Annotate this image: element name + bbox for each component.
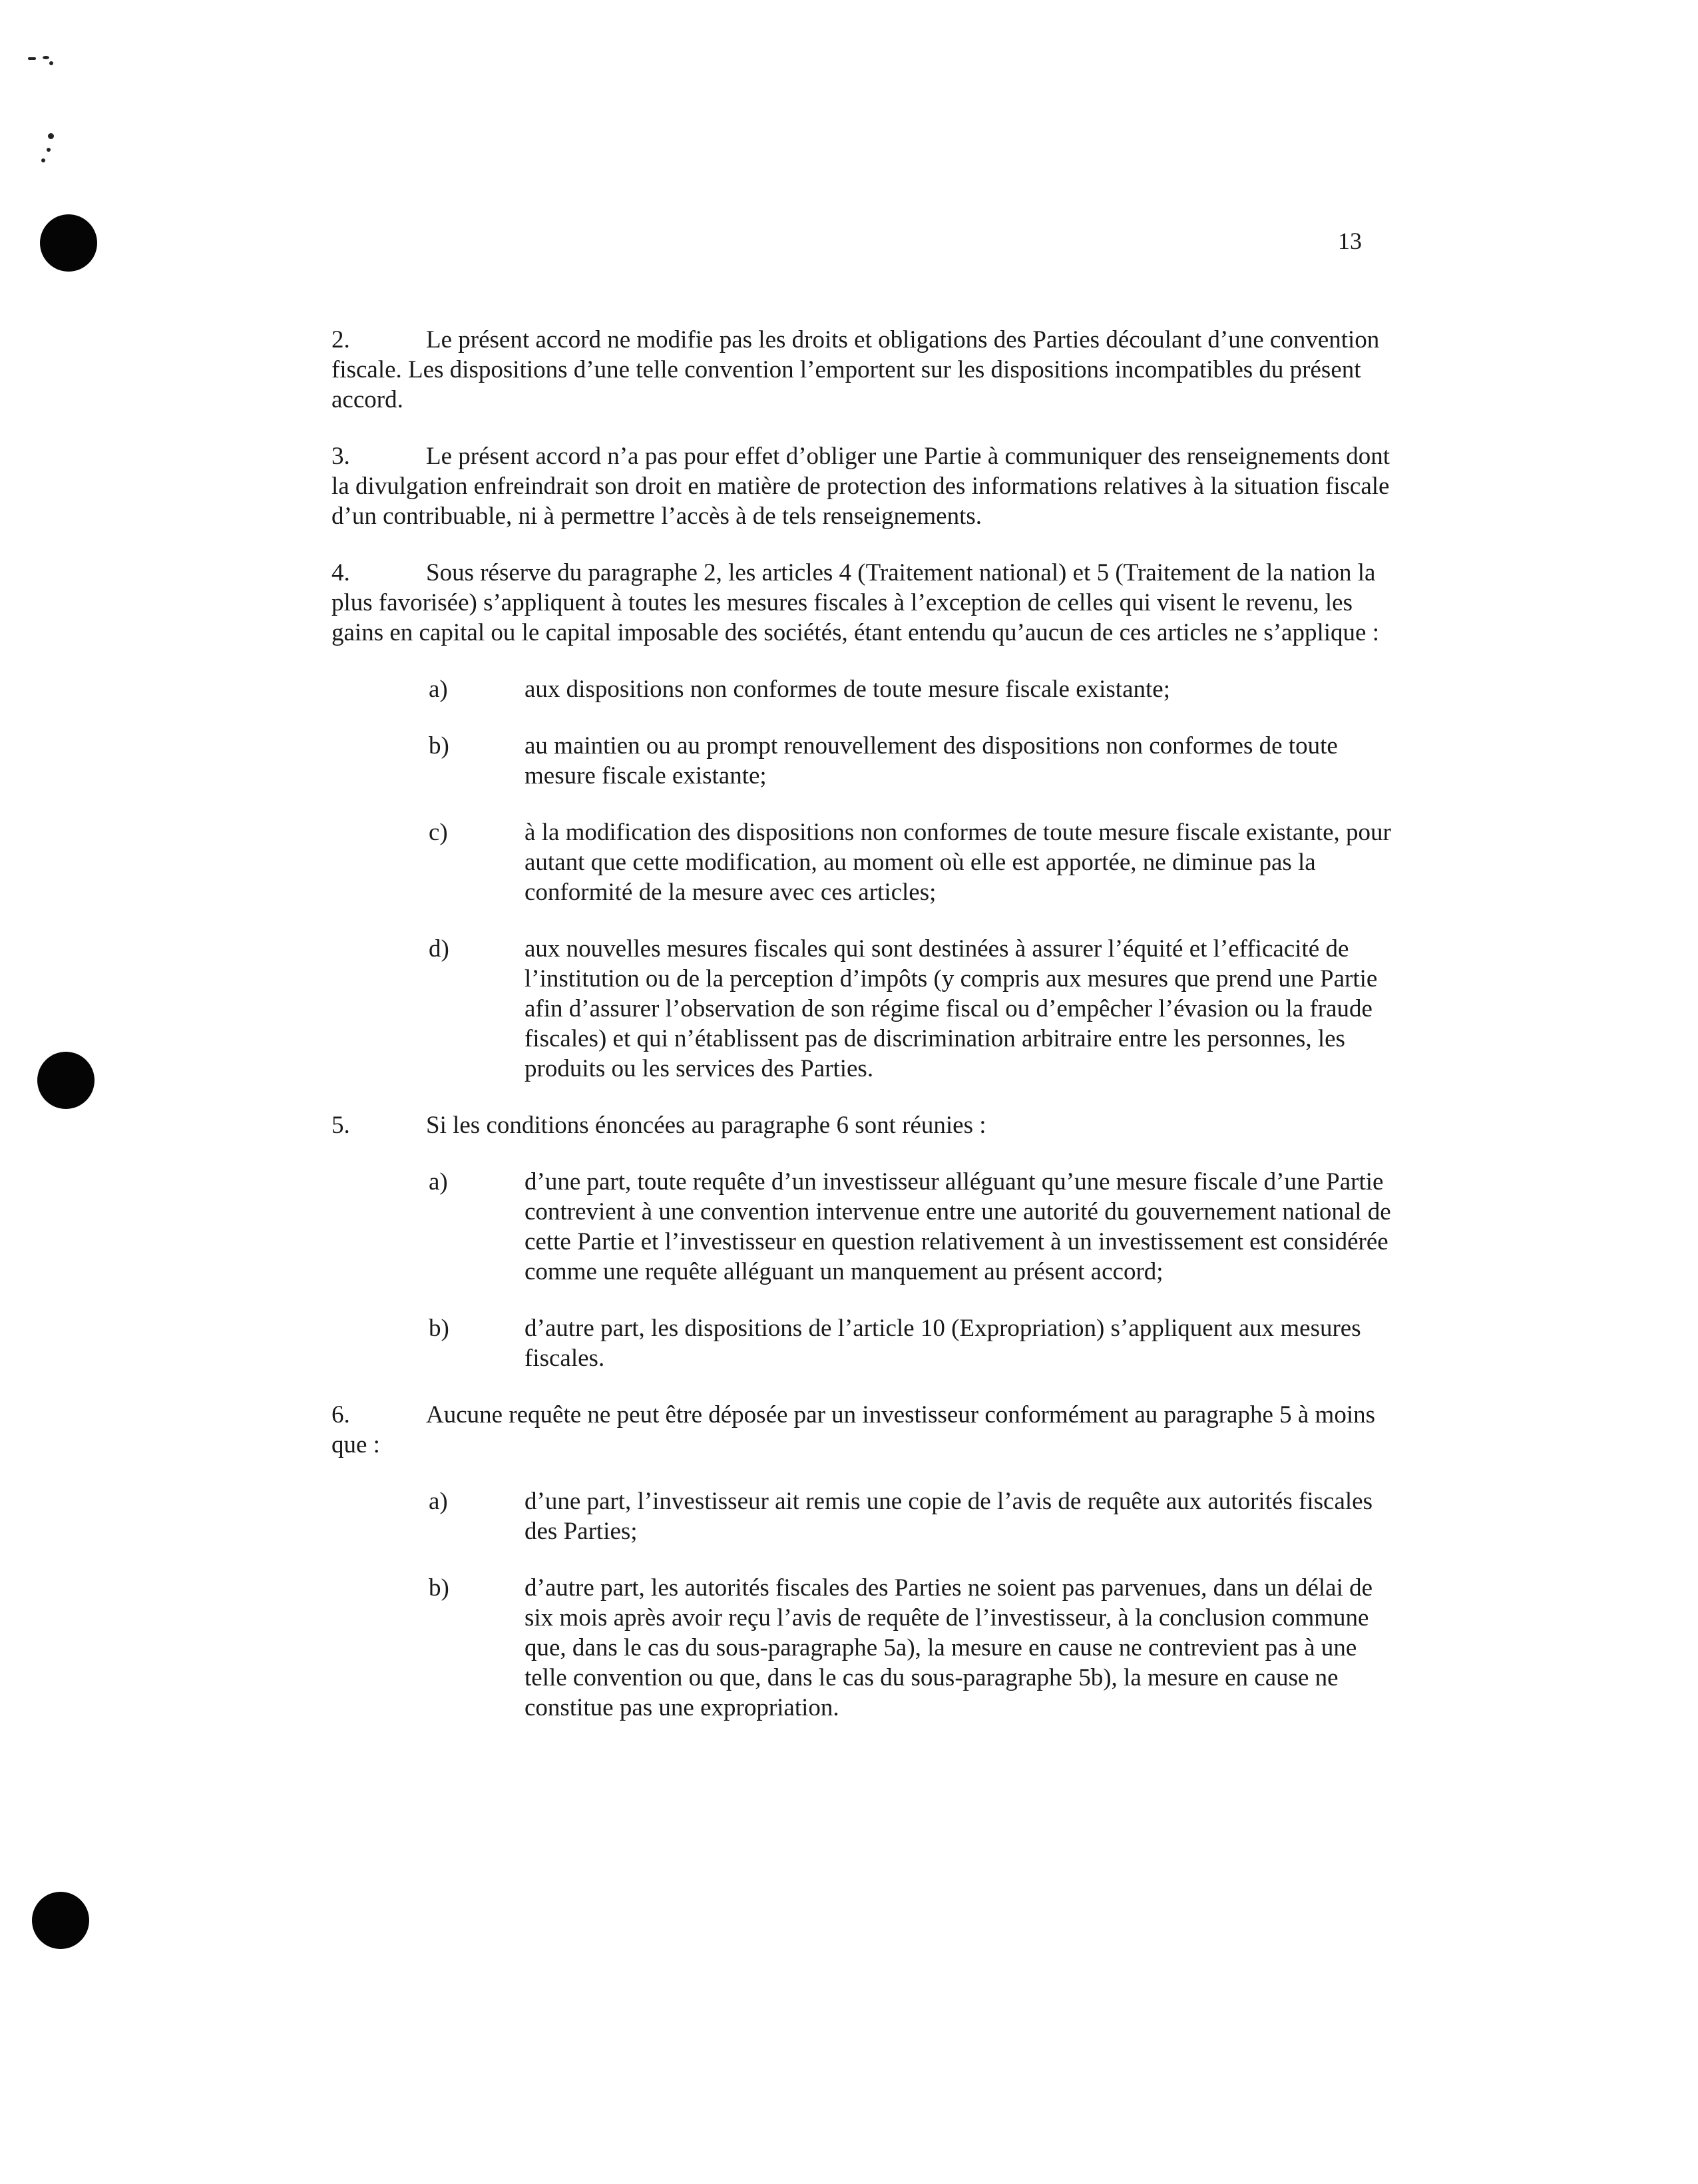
subparagraph-letter: b) [429, 1574, 449, 1602]
subparagraph-5b [331, 1313, 1396, 1373]
subparagraph-letter: d) [429, 935, 449, 963]
subparagraph-text: à la modification des dispositions non conformes de toute mesure fiscale existante, pour autant que cette modification, au moment où elle est apportée, ne diminue pas la conformité de la mesure avec ces articles; [525, 819, 1391, 906]
paragraph-number: 5. [331, 1112, 350, 1139]
paragraph-text: Si les conditions énoncées au paragraphe 6 sont réunies : [426, 1112, 986, 1139]
document-body [331, 325, 1396, 1749]
subparagraph-6a [331, 1486, 1396, 1546]
subparagraph-letter: b) [429, 732, 449, 760]
subparagraph-5a [331, 1167, 1396, 1287]
subparagraph-text: au maintien ou au prompt renouvellement des dispositions non conformes de toute mesure fiscale existante; [525, 732, 1338, 789]
subparagraph-letter: a) [429, 676, 448, 703]
punch-hole-bottom [32, 1892, 89, 1949]
subparagraph-letter: c) [429, 819, 448, 846]
paragraph-6 [331, 1400, 1396, 1460]
paragraph-number: 2. [331, 326, 350, 353]
subparagraph-4b [331, 731, 1396, 791]
scan-speck [47, 148, 51, 152]
paragraph-text: Le présent accord n’a pas pour effet d’obliger une Partie à communiquer des renseignements dont la divulgation enfreindrait son droit en matière de protection des informations relatives à la situation fiscale d’un contribuable, ni à permettre l’accès à de tels renseignements. [331, 443, 1396, 530]
scan-speck [48, 133, 54, 139]
subparagraph-6b [331, 1573, 1396, 1723]
paragraph-3 [331, 441, 1396, 531]
paragraph-2 [331, 325, 1396, 415]
paragraph-text: Aucune requête ne peut être déposée par un investisseur conformément au paragraphe 5 à moins que : [331, 1401, 1382, 1458]
subparagraph-4a [331, 674, 1396, 704]
scan-speck [43, 56, 49, 59]
scan-speck [41, 158, 45, 162]
paragraph-4 [331, 558, 1396, 648]
paragraph-text: Sous réserve du paragraphe 2, les articles 4 (Traitement national) et 5 (Traitement de la nation la plus favorisée) s’appliquent à toutes les mesures fiscales à l’exception de celles qui visent le revenu, les gains en capital ou le capital imposable des sociétés, étant entendu qu’aucun de ces articles ne s’applique : [331, 559, 1382, 646]
scan-speck [28, 57, 36, 60]
page-number: 13 [1338, 228, 1362, 254]
paragraph-number: 4. [331, 559, 350, 586]
paragraph-number: 3. [331, 443, 350, 470]
subparagraph-letter: b) [429, 1315, 449, 1342]
paragraph-5 [331, 1110, 1396, 1140]
subparagraph-text: d’une part, toute requête d’un investisseur alléguant qu’une mesure fiscale d’une Partie contrevient à une convention intervenue entre une autorité du gouvernement national de cette Partie et l’investisseur en question relativement à un investissement est considérée comme une requête alléguant un manquement au présent accord; [525, 1168, 1391, 1285]
punch-hole-top [40, 214, 97, 272]
subparagraph-4d [331, 934, 1396, 1084]
subparagraph-letter: a) [429, 1488, 448, 1515]
subparagraph-text: d’autre part, les autorités fiscales des Parties ne soient pas parvenues, dans un délai de six mois après avoir reçu l’avis de requête de l’investisseur, à la conclusion commune que, dans le cas du sous-paragraphe 5a), la mesure en cause ne contrevient pas à une telle convention ou que, dans le cas du sous-paragraphe 5b), la mesure en cause ne constitue pas une expropriation. [525, 1574, 1373, 1721]
subparagraph-text: d’une part, l’investisseur ait remis une copie de l’avis de requête aux autorités fiscales des Parties; [525, 1488, 1373, 1545]
subparagraph-text: d’autre part, les dispositions de l’article 10 (Expropriation) s’appliquent aux mesures fiscales. [525, 1315, 1361, 1372]
subparagraph-text: aux dispositions non conformes de toute mesure fiscale existante; [525, 676, 1170, 703]
subparagraph-4c [331, 817, 1396, 907]
paragraph-number: 6. [331, 1401, 350, 1428]
subparagraph-text: aux nouvelles mesures fiscales qui sont destinées à assurer l’équité et l’efficacité de l’institution ou de la perception d’impôts (y compris aux mesures que prend une Partie afin d’assurer l’observation de son régime fiscal ou d’empêcher l’évasion ou la fraude fiscales) et qui n’établissent pas de discrimination arbitraire entre les personnes, les produits ou les services des Parties. [525, 935, 1378, 1082]
scan-speck [49, 61, 53, 65]
subparagraph-letter: a) [429, 1168, 448, 1196]
punch-hole-middle [37, 1052, 95, 1109]
paragraph-text: Le présent accord ne modifie pas les droits et obligations des Parties découlant d’une convention fiscale. Les dispositions d’une telle convention l’emportent sur les dispositions incompatibles du présent accord. [331, 326, 1386, 413]
